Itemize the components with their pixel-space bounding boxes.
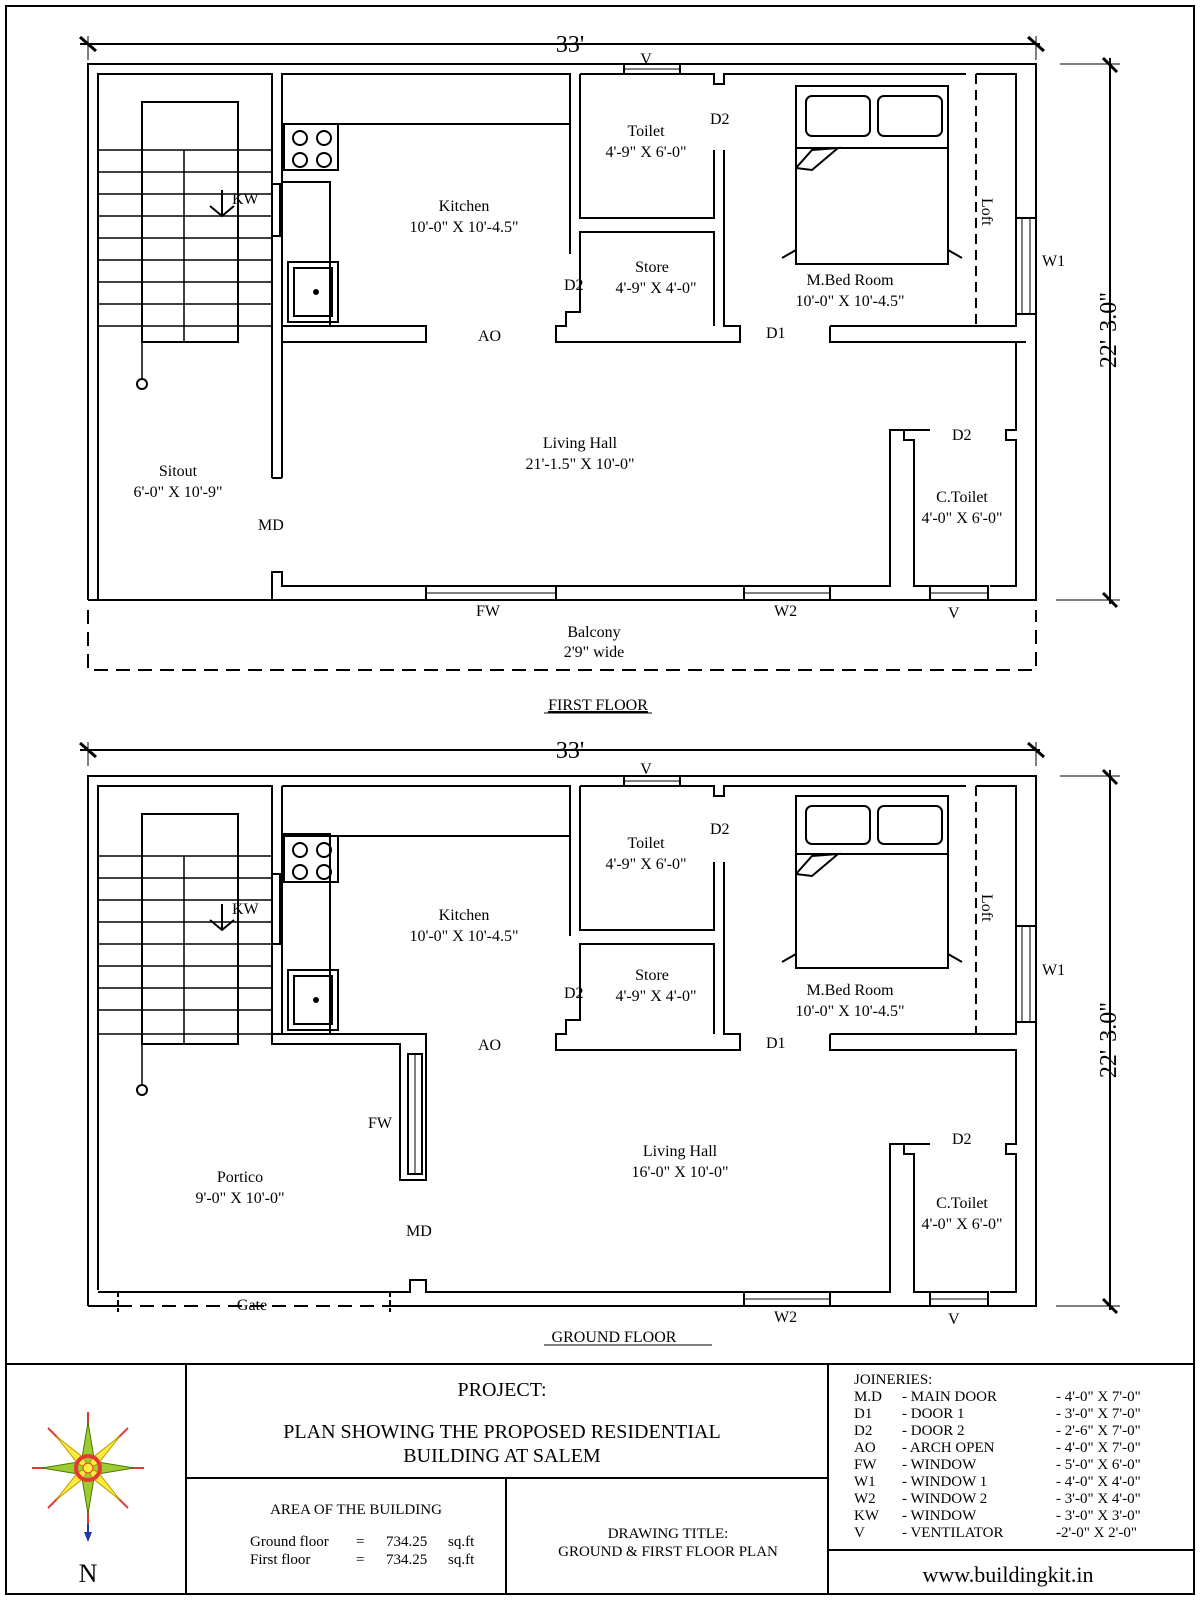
gf-bed-name: M.Bed Room	[806, 982, 894, 999]
area-floor-0: Ground floor	[250, 1534, 329, 1550]
ff-tag-ao: AO	[478, 328, 502, 345]
project-heading: PROJECT:	[457, 1379, 547, 1401]
ff-tag-loft: Loft	[978, 198, 995, 226]
ff-ctoilet-size: 4'-0" X 6'-0"	[921, 510, 1003, 527]
ff-tag-md: MD	[258, 517, 284, 534]
joinery-size-1: - 3'-0" X 7'-0"	[1056, 1406, 1141, 1422]
ground-floor-labels	[195, 738, 1122, 1346]
ff-tag-v-bottom: V	[948, 605, 960, 622]
gf-kitchen-size: 10'-0" X 10'-4.5"	[409, 928, 519, 945]
ff-tag-d2-toilet: D2	[710, 111, 730, 128]
joinery-code-1: D1	[854, 1406, 873, 1422]
area-floor-1: First floor	[250, 1552, 311, 1568]
gf-store-name: Store	[635, 967, 669, 984]
gf-tag-d2-toilet: D2	[710, 821, 730, 838]
ff-title: FIRST FLOOR	[548, 697, 648, 714]
joinery-size-7: - 3'-0" X 3'-0"	[1056, 1508, 1141, 1524]
joinery-name-1: - DOOR 1	[902, 1406, 965, 1422]
gf-ctoilet-size: 4'-0" X 6'-0"	[921, 1216, 1003, 1233]
gf-portico-name: Portico	[216, 1169, 264, 1186]
joinery-name-3: - ARCH OPEN	[902, 1440, 995, 1456]
joinery-size-4: - 5'-0" X 6'-0"	[1056, 1457, 1141, 1473]
joinery-name-2: - DOOR 2	[902, 1423, 965, 1439]
gf-hall-size: 16'-0" X 10'-0"	[631, 1164, 729, 1181]
ff-tag-w1: W1	[1042, 253, 1066, 270]
ff-tag-d2-store: D2	[564, 277, 584, 294]
first-floor-plan	[80, 36, 1120, 670]
ff-balcony-size: 2'9" wide	[563, 644, 625, 661]
joinery-name-0: - MAIN DOOR	[902, 1389, 997, 1405]
gf-tag-gate: Gate	[236, 1297, 268, 1314]
joinery-size-3: - 4'-0" X 7'-0"	[1056, 1440, 1141, 1456]
gf-tag-w2: W2	[774, 1309, 798, 1326]
drawing-title-label: DRAWING TITLE:	[607, 1526, 729, 1542]
ff-sitout-name: Sitout	[158, 463, 198, 480]
ff-balcony-name: Balcony	[567, 624, 621, 641]
joinery-code-6: W2	[854, 1491, 876, 1507]
ff-width-dim: 33'	[555, 32, 585, 58]
gf-ctoilet-name: C.Toilet	[936, 1195, 988, 1212]
gf-tag-d1: D1	[766, 1035, 786, 1052]
gf-tag-v-bottom: V	[948, 1311, 960, 1328]
area-eq-1: =	[356, 1552, 365, 1568]
gf-tag-d2-ctoilet: D2	[952, 1131, 972, 1148]
gf-height-dim: 22'-3.0"	[1096, 1001, 1122, 1079]
area-eq-0: =	[356, 1534, 365, 1550]
gf-tag-fw: FW	[368, 1115, 392, 1132]
joinery-name-4: - WINDOW	[902, 1457, 977, 1473]
ff-kitchen-name: Kitchen	[438, 198, 490, 215]
joineries-table	[854, 1389, 1141, 1541]
ff-height-dim: 22'-3.0"	[1096, 291, 1122, 369]
joinery-code-3: AO	[854, 1440, 876, 1456]
project-line-2: BUILDING AT SALEM	[403, 1445, 601, 1467]
gf-kitchen-name: Kitchen	[438, 907, 490, 924]
joinery-code-2: D2	[854, 1423, 873, 1439]
gf-portico-size: 9'-0" X 10'-0"	[195, 1190, 285, 1207]
gf-hall-name: Living Hall	[642, 1143, 718, 1160]
joinery-code-8: V	[854, 1525, 865, 1541]
website-link[interactable]: www.buildingkit.in	[922, 1562, 1094, 1587]
ff-tag-d2-ctoilet: D2	[952, 427, 972, 444]
gf-tag-md: MD	[406, 1223, 432, 1240]
ff-hall-name: Living Hall	[542, 435, 618, 452]
ff-toilet-name: Toilet	[627, 123, 665, 140]
ff-toilet-size: 4'-9" X 6'-0"	[605, 144, 687, 161]
ff-tag-v-top: V	[640, 51, 652, 68]
ff-store-name: Store	[635, 259, 669, 276]
ff-sitout-size: 6'-0" X 10'-9"	[133, 484, 223, 501]
area-unit-1: sq.ft	[448, 1552, 475, 1568]
gf-width-dim: 33'	[555, 738, 585, 764]
joinery-size-5: - 4'-0" X 4'-0"	[1056, 1474, 1141, 1490]
gf-tag-kw: KW	[232, 901, 259, 918]
compass-label: N	[78, 1559, 98, 1588]
joinery-size-6: - 3'-0" X 4'-0"	[1056, 1491, 1141, 1507]
joinery-name-7: - WINDOW	[902, 1508, 977, 1524]
ff-store-size: 4'-9" X 4'-0"	[615, 280, 697, 297]
ff-bed-name: M.Bed Room	[806, 272, 894, 289]
gf-bed-size: 10'-0" X 10'-4.5"	[795, 1003, 905, 1020]
area-heading: AREA OF THE BUILDING	[270, 1502, 442, 1518]
ff-tag-kw: KW	[232, 191, 259, 208]
gf-tag-ao: AO	[478, 1037, 502, 1054]
gf-store-size: 4'-9" X 4'-0"	[615, 988, 697, 1005]
ff-hall-size: 21'-1.5" X 10'-0"	[525, 456, 635, 473]
ff-kitchen-size: 10'-0" X 10'-4.5"	[409, 219, 519, 236]
joinery-code-4: FW	[854, 1457, 877, 1473]
area-table	[250, 1534, 475, 1568]
area-unit-0: sq.ft	[448, 1534, 475, 1550]
ff-tag-fw: FW	[476, 603, 500, 620]
gf-tag-w1: W1	[1042, 962, 1066, 979]
ff-tag-d1: D1	[766, 325, 786, 342]
joinery-name-8: - VENTILATOR	[902, 1525, 1004, 1541]
gf-title: GROUND FLOOR	[551, 1329, 677, 1346]
ff-bed-size: 10'-0" X 10'-4.5"	[795, 293, 905, 310]
joinery-name-5: - WINDOW 1	[902, 1474, 988, 1490]
gf-toilet-name: Toilet	[627, 835, 665, 852]
area-value-1: 734.25	[386, 1552, 428, 1568]
gf-toilet-size: 4'-9" X 6'-0"	[605, 856, 687, 873]
gf-tag-loft: Loft	[978, 894, 995, 922]
joinery-code-0: M.D	[854, 1389, 882, 1405]
joinery-size-2: - 2'-6" X 7'-0"	[1056, 1423, 1141, 1439]
joineries-heading: JOINERIES:	[854, 1372, 933, 1388]
joinery-size-0: - 4'-0" X 7'-0"	[1056, 1389, 1141, 1405]
project-line-1: PLAN SHOWING THE PROPOSED RESIDENTIAL	[283, 1421, 721, 1443]
north-compass-icon	[32, 1412, 144, 1542]
joinery-code-5: W1	[854, 1474, 876, 1490]
joinery-code-7: KW	[854, 1508, 879, 1524]
ff-tag-w2: W2	[774, 603, 798, 620]
ff-ctoilet-name: C.Toilet	[936, 489, 988, 506]
joinery-name-6: - WINDOW 2	[902, 1491, 988, 1507]
drawing-title: GROUND & FIRST FLOOR PLAN	[558, 1544, 778, 1560]
gf-tag-d2-store: D2	[564, 985, 584, 1002]
gf-tag-v-top: V	[640, 761, 652, 778]
area-value-0: 734.25	[386, 1534, 428, 1550]
joinery-size-8: -2'-0" X 2'-0"	[1056, 1525, 1137, 1541]
